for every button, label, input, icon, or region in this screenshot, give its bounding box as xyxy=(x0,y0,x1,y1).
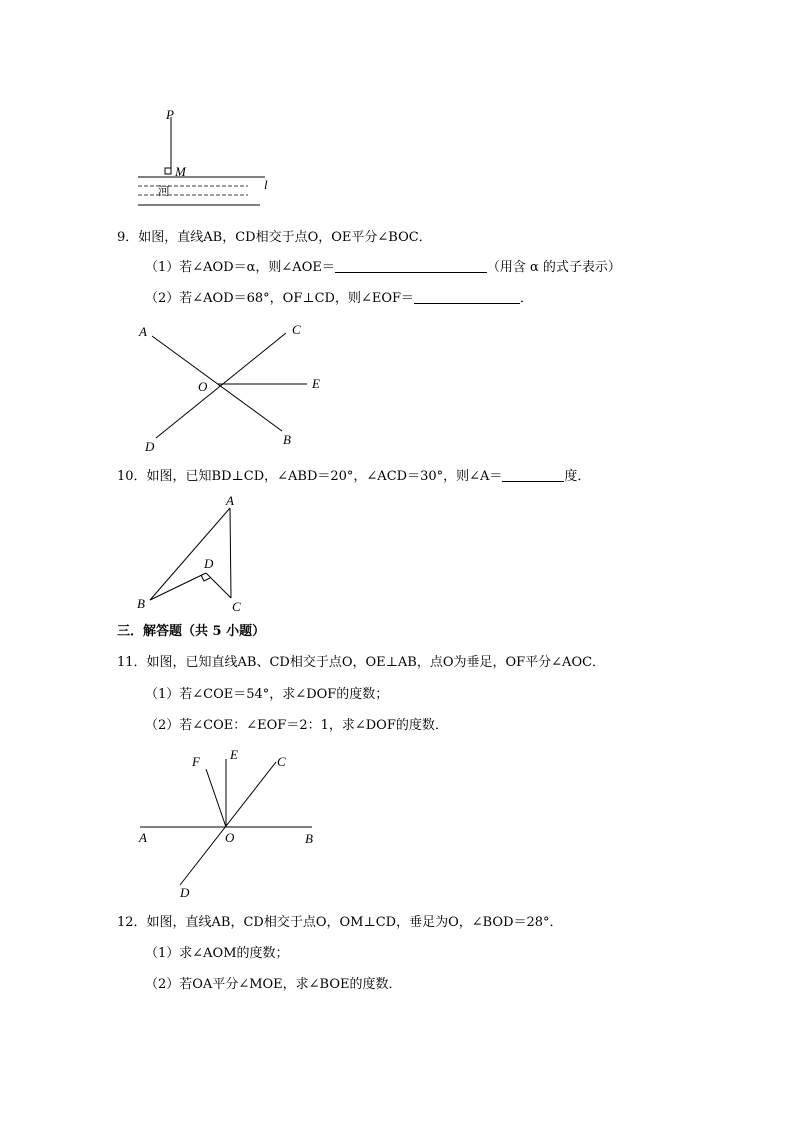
segment-AB xyxy=(150,508,230,600)
q9-part2-suffix: ． xyxy=(520,291,534,306)
label-B: B xyxy=(137,596,145,611)
q11-part2: （2）若∠COE：∠EOF＝2：1，求∠DOF的度数． xyxy=(145,718,448,733)
q9-part1-prefix: （1）若∠AOD＝α，则∠AOE＝ xyxy=(145,260,335,275)
label-A: A xyxy=(226,493,234,508)
q10-stem-suffix: 度． xyxy=(564,469,591,484)
q10-stem xyxy=(117,468,590,486)
label-l: l xyxy=(264,177,268,192)
label-A: A xyxy=(139,324,147,339)
q9-part2-prefix: （2）若∠AOD＝68°，OF⊥CD，则∠EOF＝ xyxy=(145,291,415,306)
river-figure xyxy=(130,105,280,215)
label-D: D xyxy=(204,556,214,571)
q11-stem: 11．如图，已知直线AB、CD相交于点O，OE⊥AB，点O为垂足，OF平分∠AOC． xyxy=(117,655,606,670)
label-B: B xyxy=(305,831,313,846)
q9-part2 xyxy=(145,290,533,308)
line-CD xyxy=(180,762,276,885)
q9-stem: 9．如图，直线AB，CD相交于点O，OE平分∠BOC． xyxy=(117,230,432,245)
label-O: O xyxy=(198,379,208,394)
section-title: 三．解答题（共 5 小题） xyxy=(117,624,266,639)
q12-part2: （2）若OA平分∠MOE，求∠BOE的度数． xyxy=(145,977,402,992)
label-C: C xyxy=(292,322,301,337)
segment-DC xyxy=(206,573,231,598)
label-B: B xyxy=(283,432,291,447)
q12-stem: 12．如图，直线AB，CD相交于点O，OM⊥CD，垂足为O，∠BOD＝28°． xyxy=(117,915,563,930)
q9-figure xyxy=(130,318,340,458)
label-C: C xyxy=(277,754,286,769)
label-D: D xyxy=(180,885,190,900)
q10-figure xyxy=(130,490,260,618)
segment-BD xyxy=(150,573,206,600)
ray-OF xyxy=(206,769,226,827)
segment-AC xyxy=(230,508,231,598)
q9-part1 xyxy=(145,259,621,277)
label-F: F xyxy=(192,754,200,769)
label-E: E xyxy=(312,376,320,391)
right-angle-mark xyxy=(165,168,171,174)
q9-part1-suffix: （用含 α 的式子表示） xyxy=(486,260,621,275)
label-M: M xyxy=(175,164,186,179)
label-C: C xyxy=(232,599,241,614)
q11-part1: （1）若∠COE＝54°，求∠DOF的度数； xyxy=(145,687,389,702)
q9-answer-blank-1[interactable] xyxy=(335,259,487,273)
label-O: O xyxy=(225,830,235,845)
label-E: E xyxy=(230,747,238,762)
q9-answer-blank-2[interactable] xyxy=(414,290,520,304)
q10-stem-prefix: 10．如图，已知BD⊥CD，∠ABD＝20°，∠ACD＝30°，则∠A＝ xyxy=(117,469,503,484)
q11-figure xyxy=(130,742,330,902)
label-D: D xyxy=(145,439,155,454)
label-P: P xyxy=(166,107,174,122)
label-A: A xyxy=(139,830,147,845)
label-river: 河 xyxy=(158,184,171,198)
line-CD xyxy=(156,333,286,438)
q12-part1: （1）求∠AOM的度数； xyxy=(145,946,289,961)
q10-answer-blank[interactable] xyxy=(502,468,564,482)
